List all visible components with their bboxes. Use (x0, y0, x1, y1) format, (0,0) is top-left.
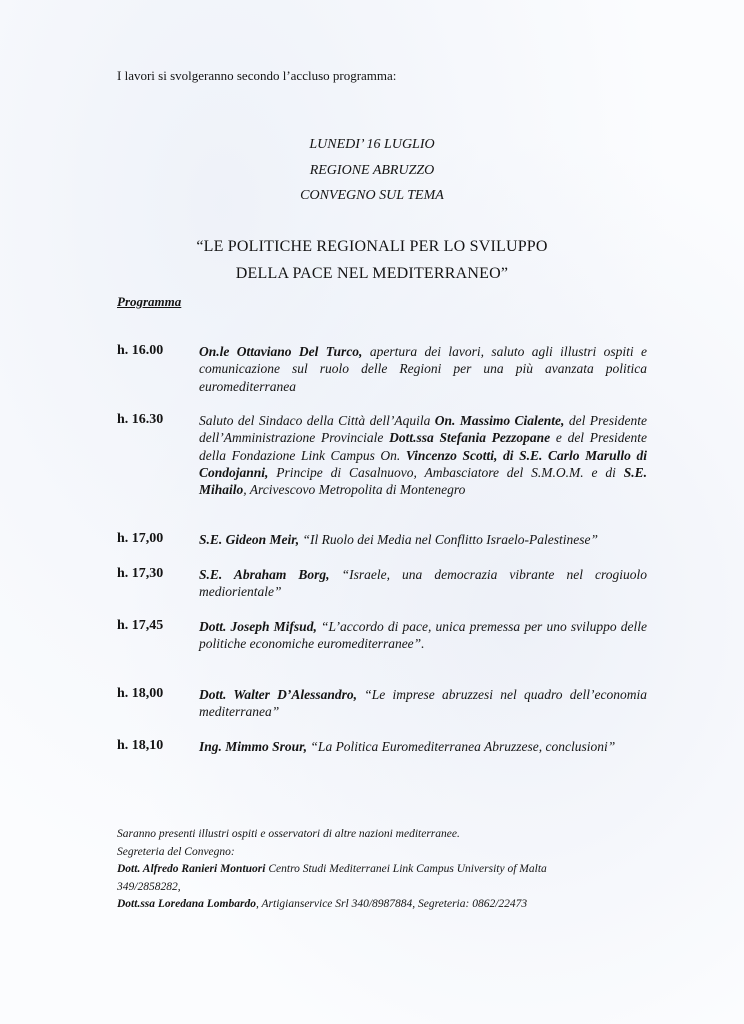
schedule-time: h. 18,00 (117, 686, 164, 701)
schedule-text: “Israele, una democrazia vibrante nel crogiuolo mediorientale” (199, 567, 647, 600)
speaker-name: Vincenzo Scotti, di S.E. Carlo Marullo di Condojanni, (199, 447, 648, 480)
speaker-name: Ing. Mimmo Srour, (199, 739, 308, 754)
schedule-desc (199, 566, 647, 601)
event-region: REGIONE ABRUZZO (309, 163, 435, 178)
schedule-text: “Il Ruolo dei Media nel Conflitto Israelo-Palestinese” (299, 532, 598, 547)
title-line-2: DELLA PACE NEL MEDITERRANEO” (235, 265, 509, 282)
schedule-text: del Presidente dell’Amministrazione Provinciale (199, 413, 647, 446)
schedule-time: h. 17,45 (117, 618, 164, 633)
schedule-text: Saluto del Sindaco della Città dell’Aquila (199, 413, 435, 428)
schedule-text: apertura dei lavori, saluto agli illustri ospiti e comunicazione sul ruolo delle Regioni per una più avanzata politica euromediterranea (199, 344, 647, 394)
schedule-time: h. 17,00 (117, 531, 164, 546)
footer-guests-note: Saranno presenti illustri ospiti e osservatori di altre nazioni mediterranee. (117, 828, 460, 840)
footer-contact-1-phone: 349/2858282, (117, 880, 181, 893)
contact-2-info: , Artigianservice Srl 340/8987884, Segreteria: 0862/22473 (255, 898, 528, 910)
schedule-text: “La Politica Euromediterranea Abruzzese, conclusioni” (307, 739, 616, 754)
schedule-desc (199, 738, 647, 755)
schedule-time: h. 16.30 (117, 412, 164, 427)
speaker-name: Dott.ssa Stefania Pezzopane (389, 430, 551, 446)
programma-label: Programma (117, 294, 182, 309)
schedule-desc (199, 686, 647, 721)
schedule-desc (199, 343, 647, 395)
event-date: LUNEDI’ 16 LUGLIO (309, 137, 435, 152)
speaker-name: On. Massimo Cialente, (434, 413, 565, 428)
schedule-desc (199, 531, 647, 548)
footer-secretariat-label: Segreteria del Convegno: (117, 845, 235, 858)
contact-1-info: Centro Studi Mediterranei Link Campus University of Malta (265, 863, 547, 875)
contact-2-name: Dott.ssa Loredana Lombardo (117, 898, 256, 910)
schedule-desc (199, 412, 647, 498)
speaker-name: Dott. Joseph Mifsud, (199, 619, 317, 634)
contact-1-name: Dott. Alfredo Ranieri Montuori (117, 863, 266, 875)
title-line-1: “LE POLITICHE REGIONALI PER LO SVILUPPO (196, 238, 548, 255)
schedule-time: h. 17,30 (117, 566, 164, 581)
footer-contact-1 (117, 861, 657, 879)
schedule-text: “Le imprese abruzzesi nel quadro dell’economia mediterranea” (199, 687, 647, 720)
schedule-text: Principe di Casalnuovo, Ambasciatore del S.M.O.M. e di (268, 464, 624, 480)
speaker-name: S.E. Mihailo (199, 464, 647, 498)
speaker-name: On.le Ottaviano Del Turco, (199, 344, 363, 359)
schedule-text: “L’accordo di pace, unica premessa per uno sviluppo delle politiche economiche euromediterranee”. (199, 619, 647, 652)
convegno-heading: CONVEGNO SUL TEMA (300, 188, 444, 203)
schedule-time: h. 16.00 (117, 343, 164, 358)
footer (117, 826, 657, 914)
schedule-time: h. 18,10 (117, 738, 164, 753)
footer-contact-2 (117, 896, 657, 914)
schedule-desc (199, 618, 647, 653)
schedule-text: , Arcivescovo Metropolita di Montenegro (243, 482, 466, 498)
speaker-name: S.E. Abraham Borg, (199, 567, 330, 582)
speaker-name: S.E. Gideon Meir, (199, 532, 300, 547)
schedule-text: e del Presidente della Fondazione Link Campus On. (199, 430, 647, 463)
intro-text: I lavori si svolgeranno secondo l’accluso programma: (117, 68, 397, 83)
speaker-name: Dott. Walter D’Alessandro, (199, 687, 358, 702)
